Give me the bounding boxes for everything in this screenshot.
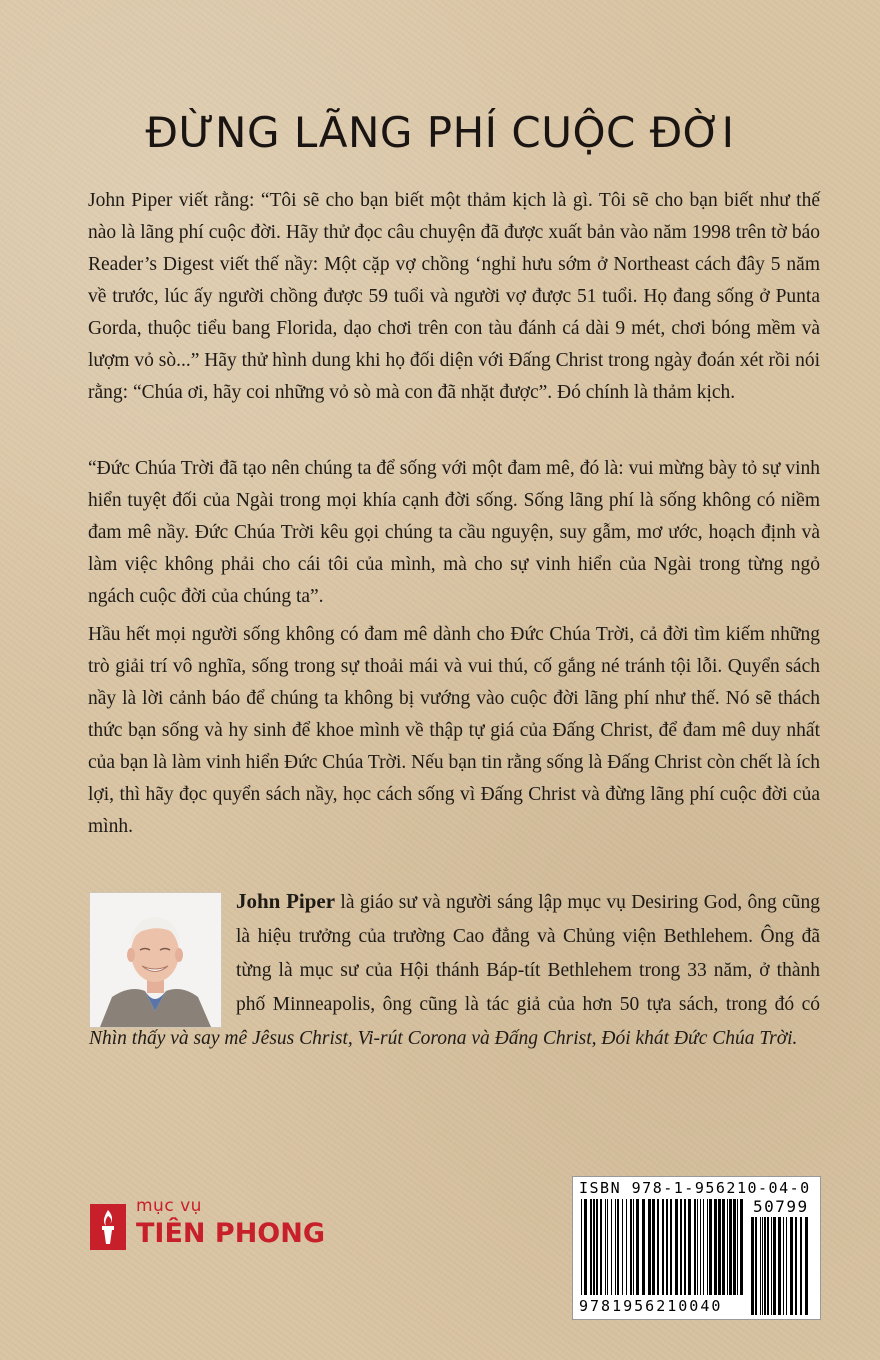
barcode-bar xyxy=(697,1199,698,1295)
barcode-bar xyxy=(617,1199,619,1295)
barcode-bar xyxy=(740,1199,743,1295)
barcode-bar xyxy=(590,1199,592,1295)
publisher-logo xyxy=(88,1196,348,1256)
barcode-bar xyxy=(600,1199,602,1295)
barcode-bar xyxy=(709,1199,712,1295)
barcode-bars-main xyxy=(581,1199,745,1295)
barcode-bar xyxy=(593,1199,595,1295)
barcode-bar xyxy=(773,1217,776,1315)
barcode-bar xyxy=(800,1217,802,1315)
barcode-bar xyxy=(771,1217,772,1315)
addon-digits: 50799 xyxy=(753,1197,809,1216)
barcode-bar xyxy=(700,1199,701,1295)
isbn-label: ISBN 978-1-956210-04-0 xyxy=(579,1179,811,1197)
barcode-bar xyxy=(670,1199,672,1295)
barcode-bar xyxy=(680,1199,682,1295)
barcode-bar xyxy=(751,1217,754,1315)
barcode-bar xyxy=(733,1199,736,1295)
barcode-bar xyxy=(642,1199,645,1295)
barcode-bar xyxy=(755,1217,757,1315)
barcode-bar xyxy=(633,1199,634,1295)
barcode-bar xyxy=(722,1199,725,1295)
barcode-bar xyxy=(652,1199,655,1295)
blurb-paragraph-2: “Đức Chúa Trời đã tạo nên chúng ta để sống với một đam mê, đó là: vui mừng bày tỏ sự vinh hiển tuyệt đối của Ngài trong mọi khía cạnh đời sống. Sống lãng phí là sống không có niềm đam mê nầy. Đức Chúa Trời kêu gọi chúng ta cầu nguyện, suy gẫm, mơ ước, hoạch định và làm việc không phải cho cái tôi của mình, mà cho sự vinh hiển của Ngài trong từng ngỏ ngách cuộc đời của chúng ta”. xyxy=(88,458,820,607)
barcode-bar xyxy=(737,1199,738,1295)
author-name: John Piper xyxy=(236,889,336,913)
barcode-bar xyxy=(727,1199,728,1295)
barcode-bar xyxy=(762,1217,763,1315)
barcode-bar xyxy=(611,1199,612,1295)
barcode-bar xyxy=(778,1217,781,1315)
barcode-bar xyxy=(666,1199,668,1295)
barcode-bar xyxy=(615,1199,616,1295)
barcode-bar xyxy=(790,1217,793,1315)
barcode-bar xyxy=(657,1199,659,1295)
barcode-bar xyxy=(622,1199,623,1295)
isbn-barcode xyxy=(572,1176,821,1320)
barcode-bar xyxy=(760,1217,761,1315)
barcode-bar xyxy=(584,1199,587,1295)
barcode-bar xyxy=(688,1199,691,1295)
torch-icon xyxy=(88,1202,128,1252)
barcode-bar xyxy=(648,1199,651,1295)
barcode-bar xyxy=(707,1199,708,1295)
barcode-bar xyxy=(767,1217,769,1315)
barcode-bar xyxy=(684,1199,686,1295)
barcode-bar xyxy=(805,1217,808,1315)
barcode-bar xyxy=(714,1199,717,1295)
ean-digits: 9781956210040 xyxy=(579,1297,723,1315)
photo-spacer xyxy=(89,884,236,1016)
blurb-paragraph-1: John Piper viết rằng: “Tôi sẽ cho bạn biết một thảm kịch là gì. Tôi sẽ cho bạn biết như thế nào là lãng phí cuộc đời. Hãy thử đọc câu chuyện đã được xuất bản vào năm 1998 trên tờ báo Reader’s Digest viết thế nầy: Một cặp vợ chồng ‘nghỉ hưu sớm ở Northeast cách đây 5 năm về trước, lúc ấy người chồng được 59 tuổi và người vợ được 51 tuổi. Họ đang sống ở Punta Gorda, thuộc tiểu bang Florida, dạo chơi trên con tàu đánh cá dài 9 mét, chơi bóng mềm và lượm vỏ sò...” Hãy thử hình dung khi họ đối diện với Đấng Christ trong ngày đoán xét rồi nói rằng: “Chúa ơi, hãy coi những vỏ sò mà con đã nhặt được”. Đó chính là thảm kịch. xyxy=(88,190,820,403)
barcode-bar xyxy=(675,1199,678,1295)
barcode-bar xyxy=(703,1199,704,1295)
barcode-bar xyxy=(630,1199,632,1295)
blurb-paragraph-3: Hầu hết mọi người sống không có đam mê dành cho Đức Chúa Trời, cả đời tìm kiếm những trò giải trí vô nghĩa, sống trong sự thoải mái và vui thú, cố gắng né tránh tội lỗi. Quyển sách nầy là lời cảnh báo để chúng ta không bị vướng vào cuộc đời lãng phí như thế. Nó sẽ thách thức bạn sống và hy sinh để khoe mình về thập tự giá của Đấng Christ, để đam mê duy nhất của bạn là làm vinh hiển Đức Chúa Trời. Nếu bạn tin rằng sống là Đấng Christ còn chết là ích lợi, thì hãy đọc quyển sách nầy, học cách sống vì Đấng Christ và đừng lãng phí cuộc đời của mình. xyxy=(88,624,820,837)
barcode-bar xyxy=(786,1217,787,1315)
publisher-label-big: TIÊN PHONG xyxy=(136,1218,325,1249)
publisher-label-small: mục vụ xyxy=(136,1196,202,1216)
barcode-bar xyxy=(729,1199,732,1295)
barcode-bar xyxy=(783,1217,784,1315)
barcode-bars-addon xyxy=(751,1217,813,1315)
barcode-bar xyxy=(764,1217,766,1315)
barcode-bar xyxy=(626,1199,627,1295)
barcode-bar xyxy=(694,1199,696,1295)
barcode-bar xyxy=(607,1199,608,1295)
barcode-bar xyxy=(581,1199,582,1295)
barcode-bar xyxy=(605,1199,606,1295)
author-book-list: Nhìn thấy và say mê Jêsus Christ, Vi-rút Corona và Đấng Christ, Đói khát Đức Chúa Trời. xyxy=(89,1028,798,1049)
book-title: ĐỪNG LÃNG PHÍ CUỘC ĐỜI xyxy=(145,108,735,157)
barcode-bar xyxy=(718,1199,721,1295)
barcode-bar xyxy=(596,1199,598,1295)
author-bio xyxy=(89,884,820,1056)
author-bio-text: là giáo sư và người sáng lập mục vụ Desiring God, ông cũng là hiệu trưởng của trường Cao đẳng và Chủng viện Bethlehem. Ông đã từng là mục sư của Hội thánh Báp-tít Bethlehem trong 33 năm, ở thành phố Minneapolis, ông cũng là tác giả của hơn 50 tựa sách, trong đó có xyxy=(236,892,821,1015)
barcode-bar xyxy=(662,1199,664,1295)
barcode-bar xyxy=(795,1217,797,1315)
barcode-bar xyxy=(636,1199,639,1295)
